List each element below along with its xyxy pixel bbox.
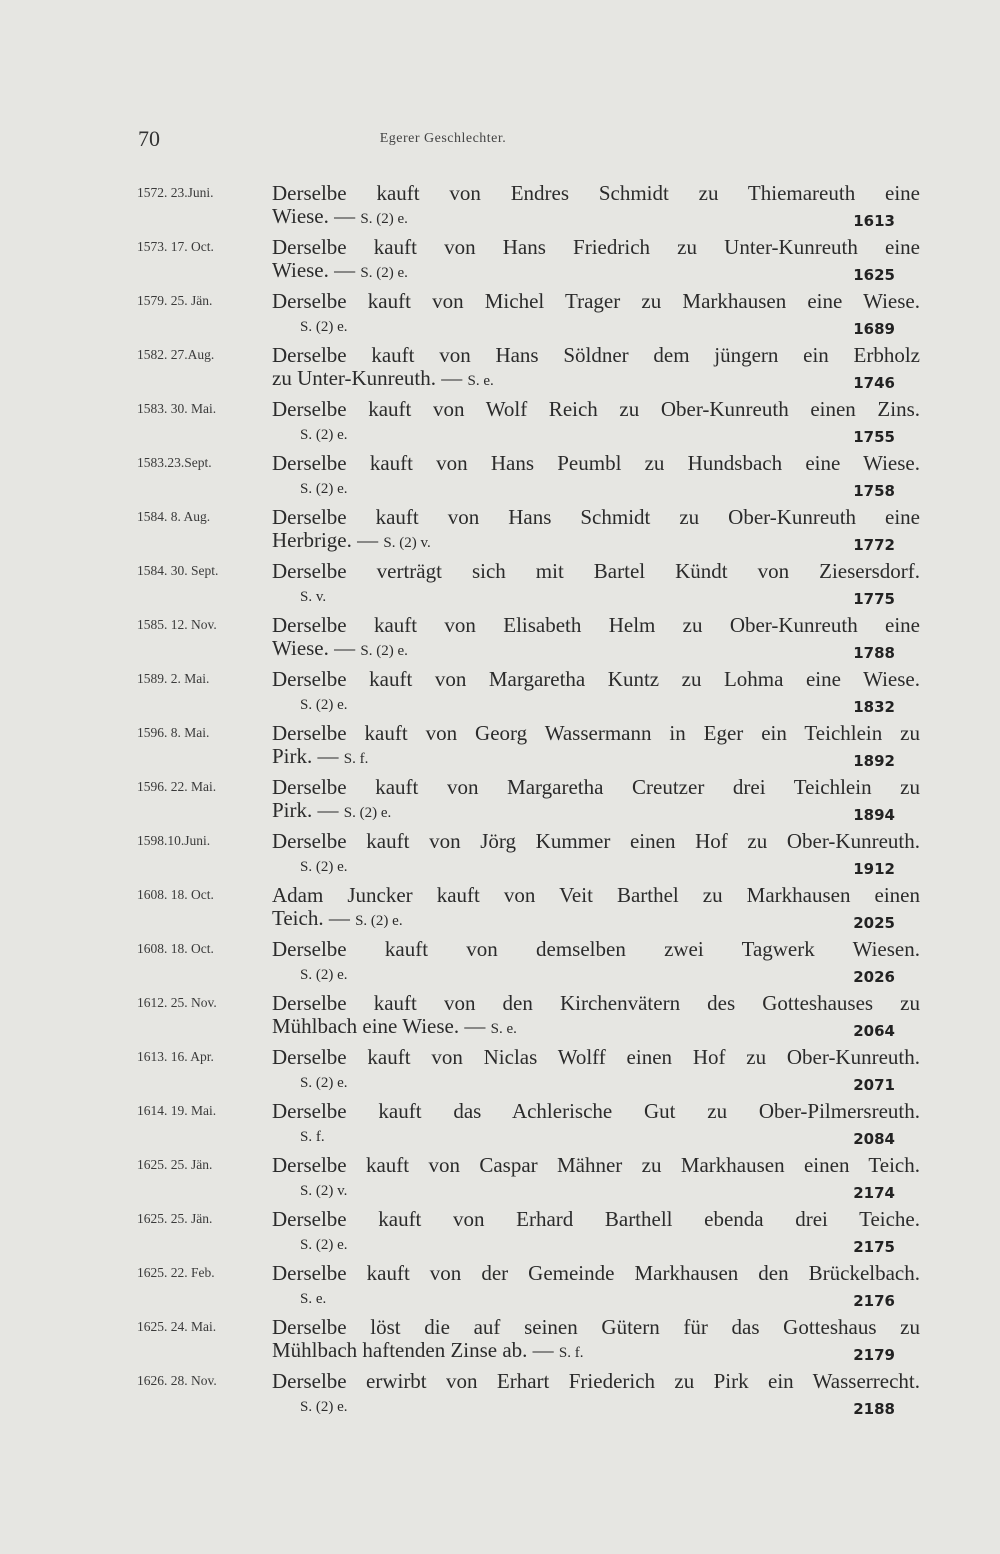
entry-number: 1775 bbox=[853, 590, 895, 608]
entry-row bbox=[0, 668, 1000, 722]
entry-date: 1573. 17. Oct. bbox=[137, 239, 214, 254]
entry-date: 1625. 25. Jän. bbox=[137, 1157, 213, 1172]
entry-number: 1894 bbox=[853, 806, 895, 824]
entry-row bbox=[0, 884, 1000, 938]
entry-row bbox=[0, 398, 1000, 452]
entry-date: 1583.23.Sept. bbox=[137, 455, 212, 470]
entry-text: Derselbe kauft von Hans Schmidt zu Ober-Kunreuth eine bbox=[272, 505, 920, 529]
entry-number: 1758 bbox=[853, 482, 895, 500]
entry-source: S. (2) e. bbox=[300, 481, 348, 497]
entry-continuation bbox=[272, 637, 408, 663]
entry-source: S. e. bbox=[467, 373, 494, 389]
entry-row bbox=[0, 506, 1000, 560]
running-title: Egerer Geschlechter. bbox=[379, 131, 507, 146]
entry-continuation-text: Mühlbach haftenden Zinse ab. — bbox=[272, 1338, 554, 1362]
entry-date: 1608. 18. Oct. bbox=[137, 941, 214, 956]
entry-number: 2176 bbox=[853, 1292, 895, 1310]
entry-text: Derselbe kauft von Jörg Kummer einen Hof zu Ober-Kunreuth. bbox=[272, 829, 920, 853]
entry-text: Derselbe kauft von Hans Söldner dem jüngern ein Erbholz bbox=[272, 343, 920, 367]
entry-date: 1626. 28. Nov. bbox=[137, 1373, 217, 1388]
entry-text: Derselbe kauft von Wolf Reich zu Ober-Kunreuth einen Zins. bbox=[272, 397, 920, 421]
entry-source: S. (2) e. bbox=[300, 1237, 348, 1253]
entry-number: 2084 bbox=[853, 1130, 895, 1148]
entry-text: Derselbe kauft von den Kirchenvätern des Gotteshauses zu bbox=[272, 991, 920, 1015]
entry-continuation-text: Herbrige. — bbox=[272, 528, 379, 552]
entry-source: S. (2) e. bbox=[360, 265, 408, 281]
entry-number: 1788 bbox=[853, 644, 895, 662]
entry-continuation bbox=[300, 583, 326, 609]
entry-number: 1892 bbox=[853, 752, 895, 770]
entry-row bbox=[0, 1316, 1000, 1370]
entry-row bbox=[0, 1100, 1000, 1154]
entry-continuation bbox=[300, 961, 348, 987]
entry-text: Derselbe kauft von Margaretha Creutzer drei Teichlein zu bbox=[272, 775, 920, 799]
entry-row bbox=[0, 992, 1000, 1046]
entry-source: S. f. bbox=[300, 1129, 325, 1145]
page-number: 70 bbox=[138, 126, 160, 151]
entry-date: 1625. 25. Jän. bbox=[137, 1211, 213, 1226]
entry-text: Derselbe kauft von Georg Wassermann in Eger ein Teichlein zu bbox=[272, 721, 920, 745]
entry-continuation bbox=[272, 529, 431, 555]
entry-text: Adam Juncker kauft von Veit Barthel zu Markhausen einen bbox=[272, 883, 920, 907]
entry-source: S. (2) e. bbox=[360, 211, 408, 227]
entry-source: S. (2) e. bbox=[300, 319, 348, 335]
entry-number: 2071 bbox=[853, 1076, 895, 1094]
entry-source: S. (2) e. bbox=[300, 1075, 348, 1091]
entry-number: 1625 bbox=[853, 266, 895, 284]
entry-continuation bbox=[300, 1069, 348, 1095]
entry-source: S. e. bbox=[300, 1291, 327, 1307]
entry-date: 1583. 30. Mai. bbox=[137, 401, 217, 416]
entry-text: Derselbe kauft von Hans Friedrich zu Unter-Kunreuth eine bbox=[272, 235, 920, 259]
entry-date: 1596. 22. Mai. bbox=[137, 779, 217, 794]
entry-row bbox=[0, 236, 1000, 290]
entry-row bbox=[0, 1208, 1000, 1262]
entry-date: 1589. 2. Mai. bbox=[137, 671, 210, 686]
entry-number: 1772 bbox=[853, 536, 895, 554]
entry-text: Derselbe kauft von Niclas Wolff einen Hof zu Ober-Kunreuth. bbox=[272, 1045, 920, 1069]
entry-date: 1582. 27.Aug. bbox=[137, 347, 215, 362]
entry-date: 1613. 16. Apr. bbox=[137, 1049, 214, 1064]
entry-source: S. (2) v. bbox=[383, 535, 431, 551]
entry-text: Derselbe kauft von Caspar Mähner zu Markhausen einen Teich. bbox=[272, 1153, 920, 1177]
entry-source: S. (2) e. bbox=[300, 697, 348, 713]
entry-text: Derselbe kauft von Endres Schmidt zu Thiemareuth eine bbox=[272, 181, 920, 205]
entry-source: S. e. bbox=[490, 1021, 517, 1037]
entry-continuation-text: Wiese. — bbox=[272, 204, 356, 228]
entry-continuation bbox=[272, 745, 368, 771]
entry-continuation bbox=[300, 1123, 325, 1149]
entry-continuation bbox=[300, 1231, 348, 1257]
entry-date: 1585. 12. Nov. bbox=[137, 617, 217, 632]
entry-source: S. v. bbox=[300, 589, 327, 605]
entry-text: Derselbe kauft von der Gemeinde Markhausen den Brückelbach. bbox=[272, 1261, 920, 1285]
entry-source: S. (2) e. bbox=[300, 967, 348, 983]
entry-continuation-text: Wiese. — bbox=[272, 258, 356, 282]
entry-row bbox=[0, 614, 1000, 668]
entry-source: S. f. bbox=[343, 751, 369, 767]
entry-date: 1572. 23.Juni. bbox=[137, 185, 214, 200]
entry-continuation bbox=[300, 421, 348, 447]
entry-number: 2064 bbox=[853, 1022, 895, 1040]
entry-date: 1584. 30. Sept. bbox=[137, 563, 219, 578]
entry-source: S. (2) e. bbox=[300, 427, 348, 443]
entry-date: 1579. 25. Jän. bbox=[137, 293, 213, 308]
entry-continuation bbox=[272, 799, 391, 825]
entry-continuation bbox=[300, 1393, 348, 1419]
entry-date: 1625. 24. Mai. bbox=[137, 1319, 217, 1334]
entry-continuation bbox=[300, 691, 348, 717]
entry-continuation-text: Wiese. — bbox=[272, 636, 356, 660]
entry-source: S. (2) e. bbox=[355, 913, 403, 929]
entry-date: 1596. 8. Mai. bbox=[137, 725, 210, 740]
entry-source: S. f. bbox=[558, 1345, 584, 1361]
entry-number: 2179 bbox=[853, 1346, 895, 1364]
entry-date: 1584. 8. Aug. bbox=[137, 509, 211, 524]
entry-source: S. (2) e. bbox=[300, 1399, 348, 1415]
entry-source: S. (2) e. bbox=[360, 643, 408, 659]
entry-row bbox=[0, 560, 1000, 614]
entry-row bbox=[0, 1262, 1000, 1316]
entry-source: S. (2) e. bbox=[343, 805, 392, 821]
entry-continuation-text: Pirk. — bbox=[272, 744, 339, 768]
entry-continuation-text: zu Unter-Kunreuth. — bbox=[272, 366, 463, 390]
entry-row bbox=[0, 1154, 1000, 1208]
entry-continuation bbox=[300, 313, 348, 339]
entry-number: 1689 bbox=[853, 320, 895, 338]
entry-text: Derselbe kauft von Margaretha Kuntz zu Lohma eine Wiese. bbox=[272, 667, 920, 691]
entry-number: 2026 bbox=[853, 968, 895, 986]
entry-date: 1625. 22. Feb. bbox=[137, 1265, 215, 1280]
entry-continuation bbox=[272, 1015, 517, 1041]
entry-number: 2188 bbox=[853, 1400, 895, 1418]
entry-continuation-text: Mühlbach eine Wiese. — bbox=[272, 1014, 486, 1038]
entry-continuation-text: Teich. — bbox=[272, 906, 350, 930]
entry-date: 1608. 18. Oct. bbox=[137, 887, 214, 902]
entry-continuation bbox=[300, 1285, 326, 1311]
entry-text: Derselbe erwirbt von Erhart Friederich zu Pirk ein Wasserrecht. bbox=[272, 1369, 920, 1393]
entry-continuation bbox=[272, 205, 408, 231]
entry-row bbox=[0, 1046, 1000, 1100]
entry-row bbox=[0, 776, 1000, 830]
entry-row bbox=[0, 452, 1000, 506]
entry-list bbox=[0, 182, 1000, 1424]
entry-row bbox=[0, 830, 1000, 884]
entry-date: 1598.10.Juni. bbox=[137, 833, 211, 848]
entry-row bbox=[0, 182, 1000, 236]
entry-text: Derselbe kauft von Elisabeth Helm zu Ober-Kunreuth eine bbox=[272, 613, 920, 637]
entry-date: 1614. 19. Mai. bbox=[137, 1103, 217, 1118]
entry-text: Derselbe kauft das Achlerische Gut zu Ober-Pilmersreuth. bbox=[272, 1099, 920, 1123]
entry-source: S. (2) e. bbox=[300, 859, 348, 875]
entry-text: Derselbe verträgt sich mit Bartel Kündt von Ziesersdorf. bbox=[272, 559, 920, 583]
entry-continuation bbox=[300, 475, 348, 501]
page-header bbox=[138, 126, 928, 156]
entry-number: 1755 bbox=[853, 428, 895, 446]
entry-date: 1612. 25. Nov. bbox=[137, 995, 217, 1010]
entry-continuation bbox=[272, 1339, 584, 1365]
entry-continuation bbox=[272, 907, 403, 933]
entry-number: 2174 bbox=[853, 1184, 895, 1202]
entry-continuation-text: Pirk. — bbox=[272, 798, 339, 822]
entry-text: Derselbe kauft von demselben zwei Tagwerk Wiesen. bbox=[272, 937, 920, 961]
entry-text: Derselbe löst die auf seinen Gütern für das Gotteshaus zu bbox=[272, 1315, 920, 1339]
entry-continuation bbox=[300, 1177, 347, 1203]
entry-row bbox=[0, 1370, 1000, 1424]
entry-text: Derselbe kauft von Erhard Barthell ebenda drei Teiche. bbox=[272, 1207, 920, 1231]
entry-row bbox=[0, 290, 1000, 344]
entry-row bbox=[0, 722, 1000, 776]
entry-row bbox=[0, 938, 1000, 992]
entry-number: 2175 bbox=[853, 1238, 895, 1256]
entry-text: Derselbe kauft von Hans Peumbl zu Hundsbach eine Wiese. bbox=[272, 451, 920, 475]
entry-source: S. (2) v. bbox=[300, 1183, 348, 1199]
entry-continuation bbox=[272, 259, 408, 285]
entry-text: Derselbe kauft von Michel Trager zu Markhausen eine Wiese. bbox=[272, 289, 920, 313]
entry-number: 1613 bbox=[853, 212, 895, 230]
entry-number: 1912 bbox=[853, 860, 895, 878]
entry-continuation bbox=[300, 853, 348, 879]
entry-continuation bbox=[272, 367, 494, 393]
entry-number: 1746 bbox=[853, 374, 895, 392]
entry-number: 1832 bbox=[853, 698, 895, 716]
entry-number: 2025 bbox=[853, 914, 895, 932]
entry-row bbox=[0, 344, 1000, 398]
